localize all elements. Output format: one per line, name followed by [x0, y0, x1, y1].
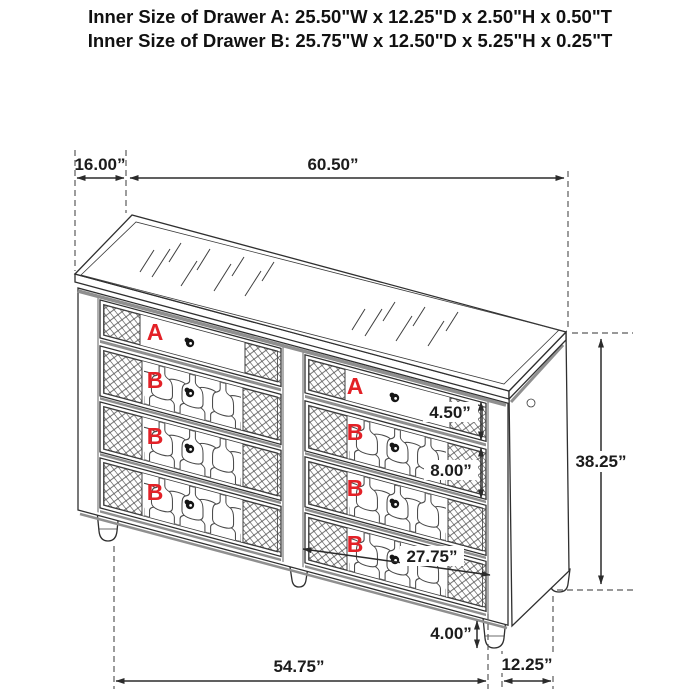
dim-drawer-b-height: 8.00” — [430, 461, 472, 480]
drawer-label: B — [346, 475, 364, 501]
dim-top-width: 60.50” — [307, 155, 359, 174]
drawer-label: A — [346, 373, 364, 399]
header-drawer-a-size: Inner Size of Drawer A: 25.50"W x 12.25"D x 2.50"H x 0.50"T — [88, 6, 612, 27]
header-drawer-b-size: Inner Size of Drawer B: 25.75"W x 12.50"D x 5.25"H x 0.25"T — [87, 30, 613, 51]
dim-drawer-width: 27.75” — [406, 547, 458, 566]
drawer-label: B — [346, 419, 364, 445]
drawer-label: A — [146, 319, 164, 345]
dim-top-depth: 16.00” — [74, 155, 126, 174]
dim-base-width: 54.75” — [273, 657, 325, 676]
drawer-label: B — [346, 531, 364, 557]
dim-base-depth: 12.25” — [501, 655, 553, 674]
drawer-label: B — [146, 367, 164, 393]
dresser-drawing — [75, 215, 570, 648]
dim-overall-height: 38.25” — [575, 452, 627, 471]
dim-drawer-a-height: 4.50” — [429, 403, 471, 422]
dim-leg-height: 4.00” — [430, 624, 472, 643]
drawer-label: B — [146, 423, 164, 449]
drawer-label: B — [146, 479, 164, 505]
